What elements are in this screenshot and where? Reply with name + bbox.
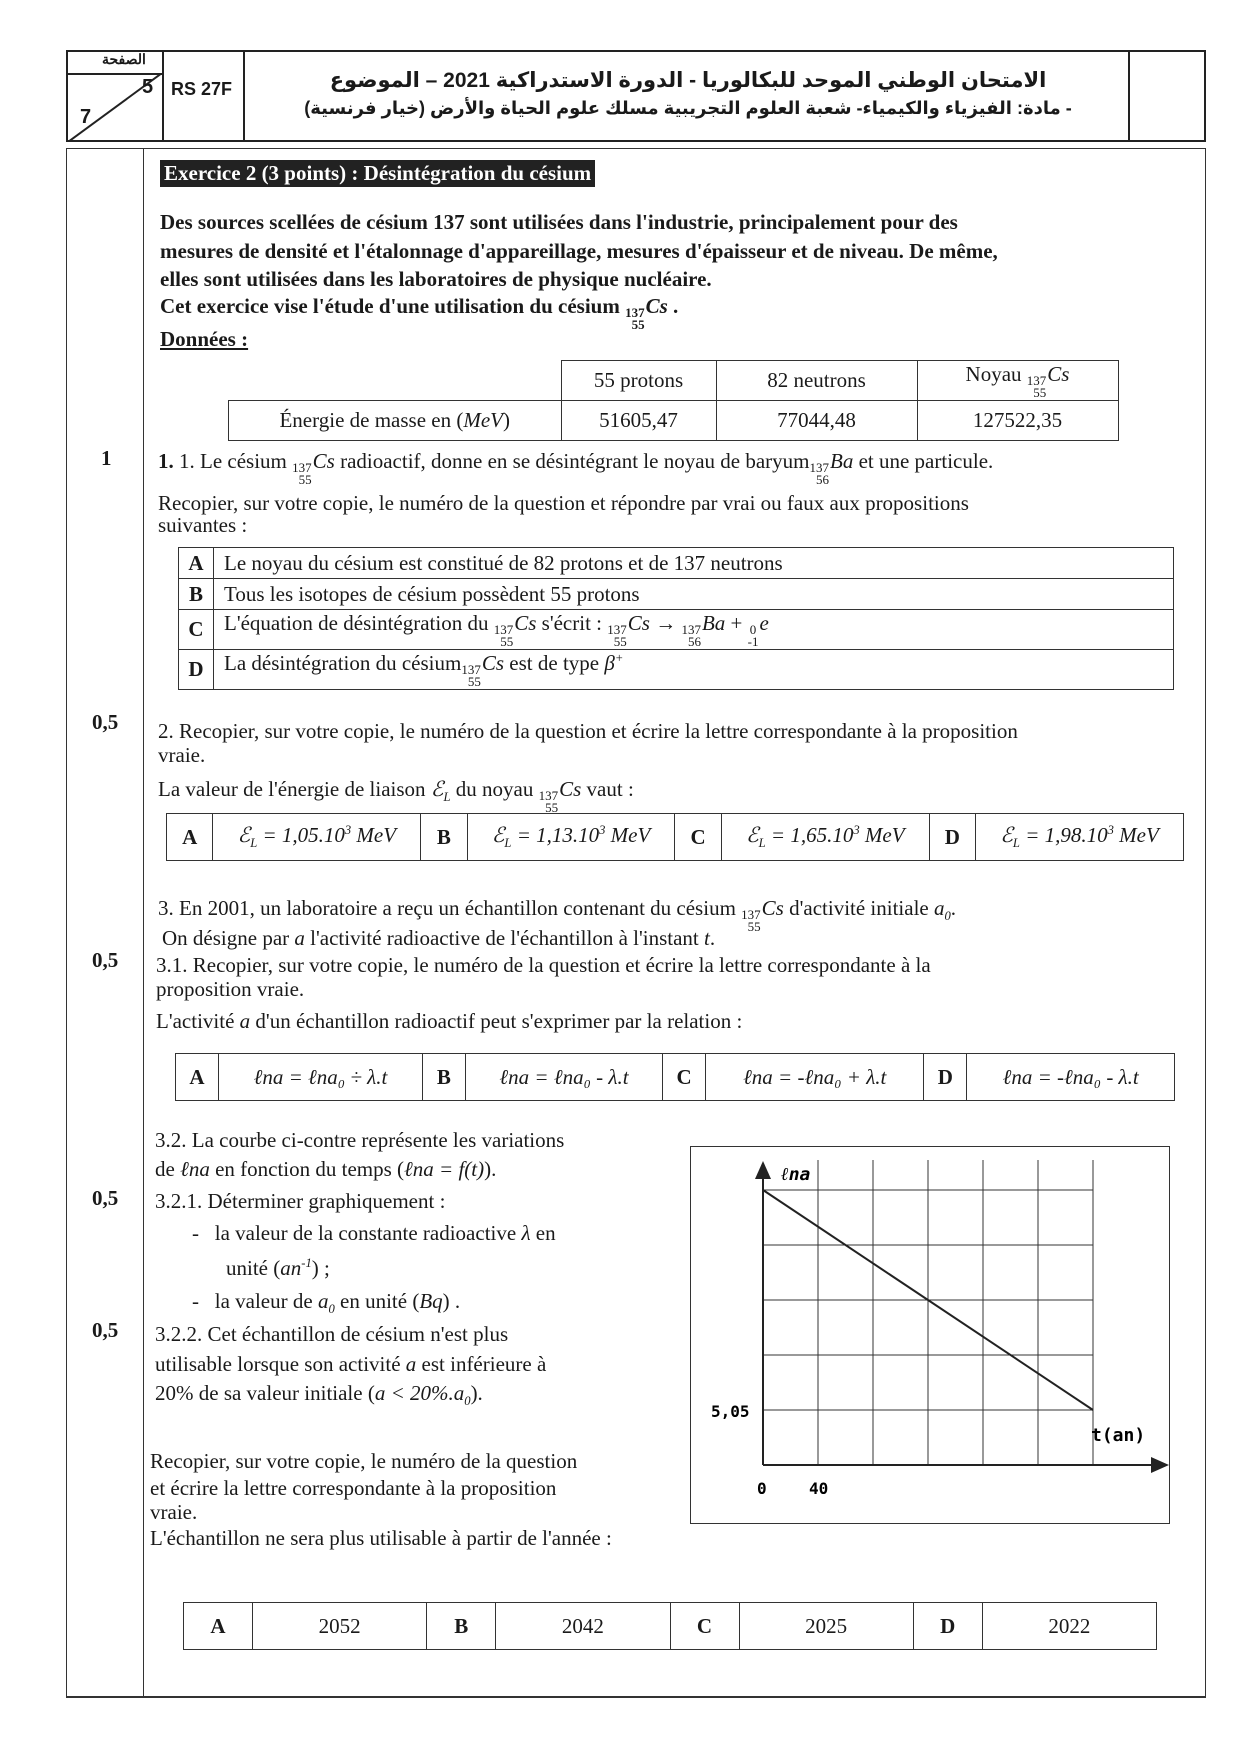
q2-choices-table: A ℰ$_L$ = $1,05.10^3$ MeV B ℰ$_L$ = $1,13.10^3$ MeV C ℰ$_L$ = $1,65.10^3$ MeV D ℰ$_L$ = $1,98.10^3$ MeV: [166, 813, 1184, 861]
q1-instruction-1: Recopier, sur votre copie, le numéro de la question et répondre par vrai ou faux aux propositions: [158, 491, 969, 515]
q31-option-b: ℓna = ℓna₀ - λ.t: [465, 1054, 662, 1101]
q1-row-d: La désintégration du césium 137 55 Cs est de type β+: [214, 650, 1174, 690]
q1-row-b: Tous les isotopes de césium possèdent 55 protons: [214, 579, 1174, 610]
q322-line-3: 20% de sa valeur initiale $(a < 20\%.a_0)$.: [155, 1381, 483, 1409]
exam-title: الامتحان الوطني الموحد للبكالوريا - الدورة الاستدراكية 2021 – الموضوع: [329, 69, 1047, 92]
q322-line-1: 3.2.2. Cet échantillon de césium n'est plus: [155, 1322, 509, 1346]
value-neutrons: 77044,48: [716, 401, 917, 441]
x-tick-40: 40: [809, 1479, 829, 1498]
page-number: 5: [142, 76, 154, 98]
year-option-a: 2052: [253, 1603, 427, 1650]
lna-vs-time-chart: [691, 1147, 1169, 1523]
intro-line-3: elles sont utilisées dans les laboratoires de physique nucléaire.: [160, 267, 712, 291]
x-tick-0: 0: [757, 1479, 767, 1498]
q1-row-c: L'équation de désintégration du 137 55 Cs s'écrit : 137 55 Cs → 137 56 Ba + 0 -1 e: [214, 610, 1174, 650]
q3-definition: On désigne par a l'activité radioactive de l'échantillon à l'instant t.: [162, 926, 716, 950]
row-label: Énergie de masse en (MeV): [229, 401, 562, 441]
x-axis-label: t(an): [1091, 1425, 1146, 1446]
exercise-title: Exercice 2 (3 points) : Désintégration du césium: [160, 160, 595, 187]
y-axis-label: ℓna: [781, 1164, 811, 1185]
q31-option-c: ℓna = -ℓna₀ + λ.t: [706, 1054, 924, 1101]
score-q31: 0,5: [92, 948, 119, 972]
score-q1: 1: [101, 446, 112, 470]
q1-row-a: Le noyau du césium est constitué de 82 protons et de 137 neutrons: [214, 548, 1174, 579]
q31-statement: L'activité a d'un échantillon radioactif peut s'exprimer par la relation :: [156, 1009, 743, 1033]
q31-instruction-1: 3.1. Recopier, sur votre copie, le numéro de la question et écrire la lettre correspondante à la: [156, 953, 931, 977]
q321-bullet-1: - la valeur de la constante radioactive λ en: [192, 1221, 556, 1245]
mass-energy-table: [228, 360, 1119, 441]
intro-line-1: Des sources scellées de césium 137 sont utilisées dans l'industrie, principalement pour des: [160, 210, 958, 234]
subject-code: RS 27F: [171, 79, 233, 99]
score-q322: 0,5: [92, 1318, 119, 1342]
year-option-c: 2025: [739, 1603, 913, 1650]
q2-statement: La valeur de l'énergie de liaison ℰ$_L$ du noyau 137 55 Cs vaut :: [158, 777, 634, 815]
q2-instruction-2: vraie.: [158, 743, 206, 767]
y-tick-label: 5,05: [711, 1402, 750, 1421]
page-total: 7: [80, 106, 92, 128]
score-q2: 0,5: [92, 710, 119, 734]
q321-bullet-2: - la valeur de $a_0$ en unité (Bq) .: [192, 1289, 461, 1317]
donnees-label: Données :: [160, 327, 249, 351]
year-option-b: 2042: [496, 1603, 670, 1650]
q2-option-b: ℰ$_L$ = $1,13.10^3$ MeV: [467, 814, 675, 861]
year-option-d: 2022: [982, 1603, 1156, 1650]
q321-bullet-1-unit: unité $(an^{-1})$ ;: [226, 1256, 330, 1280]
intro-line-4: Cet exercice vise l'étude d'une utilisation du césium 137 55 Cs .: [160, 294, 679, 332]
q1-true-false-table: A Le noyau du césium est constitué de 82 protons et de 137 neutrons B Tous les isotopes de césium possèdent 55 protons C L'équation de désintégration du 137 55 Cs s'écrit : 137 55 Cs → 137 56 Ba + 0 -1 e D La désintégration du césium 137 55 Cs est de type β+: [178, 547, 1174, 690]
q32-statement-1: 3.2. La courbe ci-contre représente les variations: [155, 1128, 565, 1152]
q321-title: 3.2.1. Déterminer graphiquement :: [155, 1189, 446, 1213]
intro-line-2: mesures de densité et l'étalonnage d'appareillage, mesures d'épaisseur et de niveau. De même,: [160, 239, 998, 263]
value-protons: 51605,47: [561, 401, 716, 441]
exam-header: [66, 50, 1206, 142]
header-protons: 55 protons: [561, 361, 716, 401]
subject-line: - مادة: الفيزياء والكيمياء- شعبة العلوم التجريبية مسلك علوم الحياة والأرض (خيار فرنسية): [304, 98, 1072, 118]
q31-option-a: ℓna = ℓna₀ ÷ λ.t: [219, 1054, 423, 1101]
q2-option-c: ℰ$_L$ = $1,65.10^3$ MeV: [721, 814, 929, 861]
q2-instruction-1: 2. Recopier, sur votre copie, le numéro de la question et écrire la lettre correspondante à la proposition: [158, 719, 1018, 743]
header-nucleus: Noyau 137 55 Cs: [917, 361, 1118, 401]
page-label: الصفحة: [102, 53, 146, 68]
header-neutrons: 82 neutrons: [716, 361, 917, 401]
q32-statement-2: de ℓna en fonction du temps (ℓna = f(t)).: [155, 1157, 497, 1181]
q322-instruction-2: et écrire la lettre correspondante à la proposition: [150, 1476, 557, 1500]
q3-statement: 3. En 2001, un laboratoire a reçu un échantillon contenant du césium 137 55 Cs d'activité initiale $a_0$.: [158, 896, 957, 934]
q1-instruction-2: suivantes :: [158, 513, 248, 537]
q322-question: L'échantillon ne sera plus utilisable à partir de l'année :: [150, 1526, 612, 1550]
q322-instruction-3: vraie.: [150, 1500, 198, 1524]
q31-option-d: ℓna = -ℓna₀ - λ.t: [967, 1054, 1175, 1101]
q1-statement: 1. 1. Le césium 137 55 Cs radioactif, donne en se désintégrant le noyau de baryum 137 56 Ba et une particule.: [158, 449, 994, 487]
q2-option-a: ℰ$_L$ = $1,05.10^3$ MeV: [213, 814, 421, 861]
q2-option-d: ℰ$_L$ = $1,98.10^3$ MeV: [976, 814, 1184, 861]
value-nucleus: 127522,35: [917, 401, 1118, 441]
graph-frame: [690, 1146, 1170, 1524]
score-q321: 0,5: [92, 1186, 119, 1210]
q31-formula-table: A ℓna = ℓna₀ ÷ λ.t B ℓna = ℓna₀ - λ.t C ℓna = -ℓna₀ + λ.t D ℓna = -ℓna₀ - λ.t: [175, 1053, 1175, 1101]
q31-instruction-2: proposition vraie.: [156, 977, 305, 1001]
q322-year-table: A 2052 B 2042 C 2025 D 2022: [183, 1602, 1157, 1650]
q322-line-2: utilisable lorsque son activité a est inférieure à: [155, 1352, 547, 1376]
q322-instruction-1: Recopier, sur votre copie, le numéro de la question: [150, 1449, 578, 1473]
